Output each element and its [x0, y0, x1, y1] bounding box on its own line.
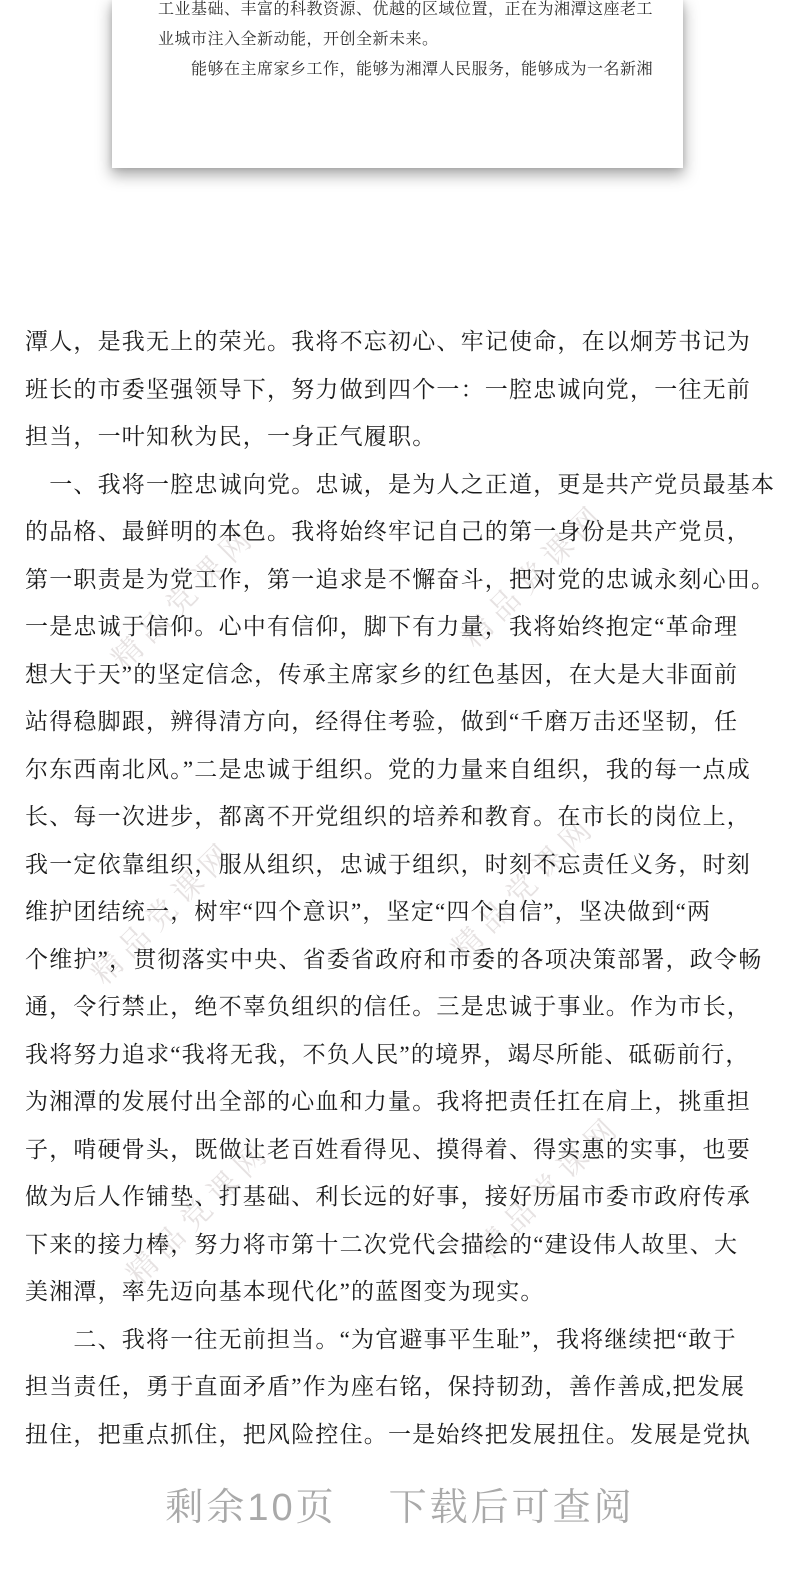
watermark-text: 精品党课网: [105, 518, 264, 677]
current-page-body-text: [25, 318, 785, 1458]
watermark-text: 精品党课网: [445, 808, 604, 967]
body-text-line: 我一定依靠组织，服从组织，忠诚于组织，时刻不忘责任义务，时刻: [25, 851, 751, 877]
watermark-text: 精品党课网: [120, 1133, 279, 1292]
body-text-line: 美湘潭，率先迈向基本现代化”的蓝图变为现实。: [25, 1279, 545, 1304]
body-text-line: 站得稳脚跟，辨得清方向，经得住考验，做到“千磨万击还坚韧，任: [25, 709, 739, 734]
body-text-line: 下来的接力棒，努力将市第十二次党代会描绘的“建设伟人故里、大: [25, 1231, 739, 1257]
body-text-line: 担当，一叶知秋为民，一身正气履职。: [25, 424, 437, 449]
body-text-line: 为湘潭的发展付出全部的心血和力量。我将把责任扛在肩上，挑重担: [25, 1089, 751, 1114]
sheet-text-line: 业城市注入全新动能，开创全新未来。: [158, 31, 439, 48]
body-text-line: 班长的市委坚强领导下，努力做到四个一：一腔忠诚向党，一往无前: [25, 376, 751, 402]
body-text-line: 我将努力追求“我将无我，不负人民”的境界，竭尽所能、砥砺前行，: [25, 1041, 750, 1067]
remaining-pages-notice: [0, 1476, 800, 1531]
sheet-text-line: 工业基础、丰富的科教资源、优越的区域位置，正在为湘潭这座老工: [158, 1, 654, 18]
body-text-line: 做为后人作铺垫、打基础、利长远的好事，接好历届市委市政府传承: [25, 1184, 751, 1209]
body-text-line: 尔东西南北风。”二是忠诚于组织。党的力量来自组织，我的每一点成: [25, 756, 751, 782]
watermark-text: 精品党课网: [455, 496, 614, 655]
body-text-line: 二、我将一往无前担当。“为官避事平生耻”，我将继续把“敢于: [25, 1326, 737, 1352]
body-text-line: 扭住，把重点抓住，把风险控住。一是始终把发展扭住。发展是党执: [25, 1421, 751, 1447]
previous-page-sheet: [112, 0, 683, 168]
body-text-line: 第一职责是为党工作，第一追求是不懈奋斗，把对党的忠诚永刻心田。: [25, 566, 776, 592]
body-text-line: 通，令行禁止，绝不辜负组织的信任。三是忠诚于事业。作为市长，: [25, 994, 751, 1019]
body-text-line: 担当责任，勇于直面矛盾”作为座右铭，保持韧劲，善作善成,把发展: [25, 1374, 746, 1399]
remaining-pages-count: 剩余10页: [165, 1487, 337, 1529]
body-text-line: 子，啃硬骨头，既做让老百姓看得见、摸得着、得实惠的实事，也要: [25, 1136, 751, 1162]
watermark-text: 精品党课网: [470, 1108, 629, 1267]
body-text-line: 维护团结统一，树牢“四个意识”，坚定“四个自信”，坚决做到“两: [25, 899, 712, 924]
body-text-line: 长、每一次进步，都离不开党组织的培养和教育。在市长的岗位上，: [25, 804, 751, 829]
sheet-text-line: 能够在主席家乡工作，能够为湘潭人民服务，能够成为一名新湘: [158, 61, 654, 78]
body-text-line: 一、我将一腔忠诚向党。忠诚，是为人之正道，更是共产党员最基本: [25, 471, 776, 497]
download-to-view-hint: 下载后可查阅: [388, 1487, 635, 1529]
body-text-line: 个维护”，贯彻落实中央、省委省政府和市委的各项决策部署，政令畅: [25, 946, 763, 972]
body-text-line: 的品格、最鲜明的本色。我将始终牢记自己的第一身份是共产党员，: [25, 519, 751, 544]
body-text-line: 潭人，是我无上的荣光。我将不忘初心、牢记使命，在以炯芳书记为: [25, 329, 751, 354]
watermark-text: 精品党课网: [85, 833, 244, 992]
previous-page-text: [112, 0, 683, 85]
body-text-line: 一是忠诚于信仰。心中有信仰，脚下有力量，我将始终抱定“革命理: [25, 614, 739, 639]
body-text-line: 想大于天”的坚定信念，传承主席家乡的红色基因，在大是大非面前: [25, 661, 739, 687]
